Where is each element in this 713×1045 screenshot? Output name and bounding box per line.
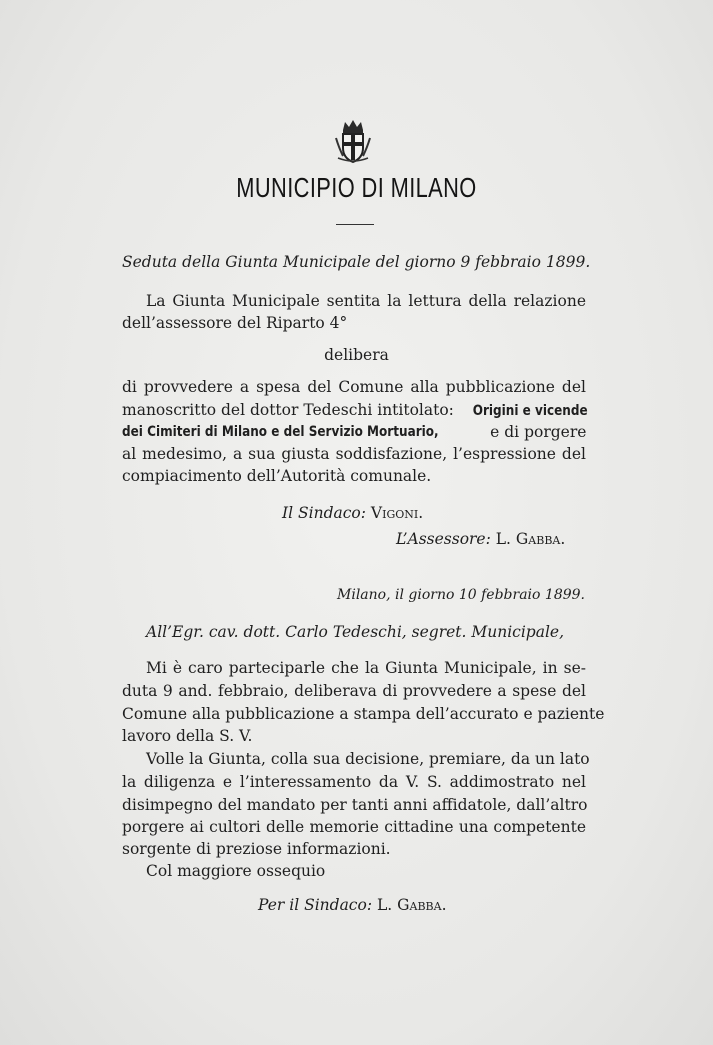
page-title: MUNICIPIO DI MILANO bbox=[236, 172, 477, 203]
letter-p1-line-4: lavoro della S. V. bbox=[122, 727, 253, 745]
title-emphasis-2: dei Cimiteri di Milano e del Servizio Mortuario, bbox=[122, 424, 439, 440]
assessore-signature bbox=[396, 528, 565, 550]
body-line-5: compiacimento dell’Autorità comunale. bbox=[122, 467, 432, 485]
letter-date: Milano, il giorno 10 febbraio 1899. bbox=[337, 587, 585, 603]
sindaco-label: Il Sindaco: bbox=[282, 504, 366, 522]
delibera-heading: delibera bbox=[324, 346, 389, 364]
body-line-1: di provvedere a spesa del Comune alla pubblicazione del bbox=[122, 378, 586, 396]
title-divider bbox=[336, 224, 374, 225]
letter-p2-line-4: porgere ai cultori delle memorie cittadine una competente bbox=[122, 818, 586, 836]
body-line-4: al medesimo, a sua giusta soddisfazione, l’espressione del bbox=[122, 445, 586, 463]
intro-line-2: dell’assessore del Riparto 4° bbox=[122, 314, 348, 332]
letter-p2-line-2: la diligenza e l’interessamento da V. S. addimostrato nel bbox=[122, 773, 586, 791]
body-line-3 bbox=[122, 421, 586, 443]
title-emphasis-1: Origini e vicende bbox=[472, 403, 588, 419]
letter-closing: Col maggiore ossequio bbox=[146, 862, 326, 880]
sindaco-signature bbox=[282, 502, 423, 524]
letter-p2-line-5: sorgente di preziose informazioni. bbox=[122, 840, 391, 858]
letter-signature bbox=[258, 894, 447, 916]
letter-p1-line-2: duta 9 and. febbraio, deliberava di provvedere a spese del bbox=[122, 682, 586, 700]
milan-coat-of-arms-icon bbox=[333, 118, 373, 164]
letter-p1-line-3: Comune alla pubblicazione a stampa dell’accurato e paziente bbox=[122, 705, 605, 723]
letter-addressee: All’Egr. cav. dott. Carlo Tedeschi, segret. Municipale, bbox=[146, 623, 565, 641]
letter-p1-line-1: Mi è caro parteciparle che la Giunta Municipale, in se- bbox=[146, 659, 586, 677]
sindaco-name: Vigoni. bbox=[370, 504, 424, 522]
letter-p2-line-3: disimpegno del mandato per tanti anni affidatole, dall’altro bbox=[122, 796, 588, 814]
letter-p2-line-1: Volle la Giunta, colla sua decisione, premiare, da un lato bbox=[146, 750, 590, 768]
body-line-3-text: e di porgere bbox=[490, 423, 587, 441]
session-line: Seduta della Giunta Municipale del giorno 9 febbraio 1899. bbox=[122, 253, 591, 271]
intro-line-1: La Giunta Municipale sentita la lettura della relazione bbox=[146, 292, 586, 310]
body-line-2 bbox=[122, 399, 586, 422]
letter-signature-label: Per il Sindaco: bbox=[258, 896, 373, 914]
assessore-label: L’Assessore: bbox=[396, 530, 491, 548]
body-line-2-text: manoscritto del dottor Tedeschi intitolato: bbox=[122, 401, 454, 419]
assessore-name: L. Gabba. bbox=[495, 530, 566, 548]
letter-signature-name: L. Gabba. bbox=[376, 896, 447, 914]
